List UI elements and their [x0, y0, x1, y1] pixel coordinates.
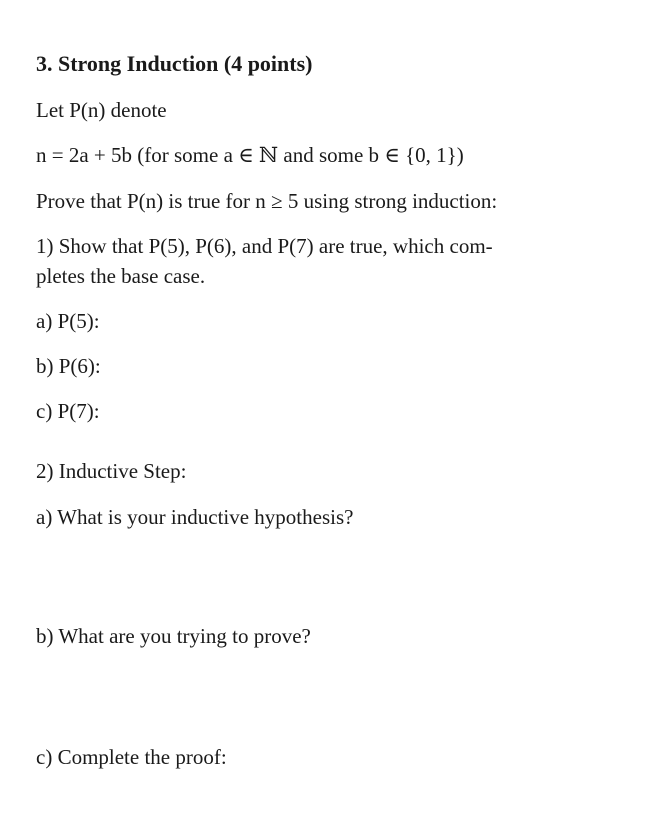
base-case-item-a: a) P(5):	[36, 309, 100, 333]
goal-question: b) What are you trying to prove?	[36, 624, 311, 648]
complete-proof-prompt: c) Complete the proof:	[36, 745, 227, 769]
base-case-heading-line2: pletes the base case.	[36, 264, 206, 288]
base-case-item-c: c) P(7):	[36, 399, 100, 423]
base-case-heading-line1: 1) Show that P(5), P(6), and P(7) are true, which com-	[36, 234, 493, 258]
problem-title: 3. Strong Induction (4 points)	[36, 51, 313, 76]
definition-text: n = 2a + 5b (for some a ∈ ℕ and some b ∈ {0, 1})	[36, 143, 464, 167]
intro-text: Let P(n) denote	[36, 98, 167, 122]
task-text: Prove that P(n) is true for n ≥ 5 using strong induction:	[36, 189, 498, 213]
inductive-hypothesis-question: a) What is your inductive hypothesis?	[36, 505, 354, 529]
inductive-step-heading: 2) Inductive Step:	[36, 459, 187, 483]
base-case-item-b: b) P(6):	[36, 354, 101, 378]
